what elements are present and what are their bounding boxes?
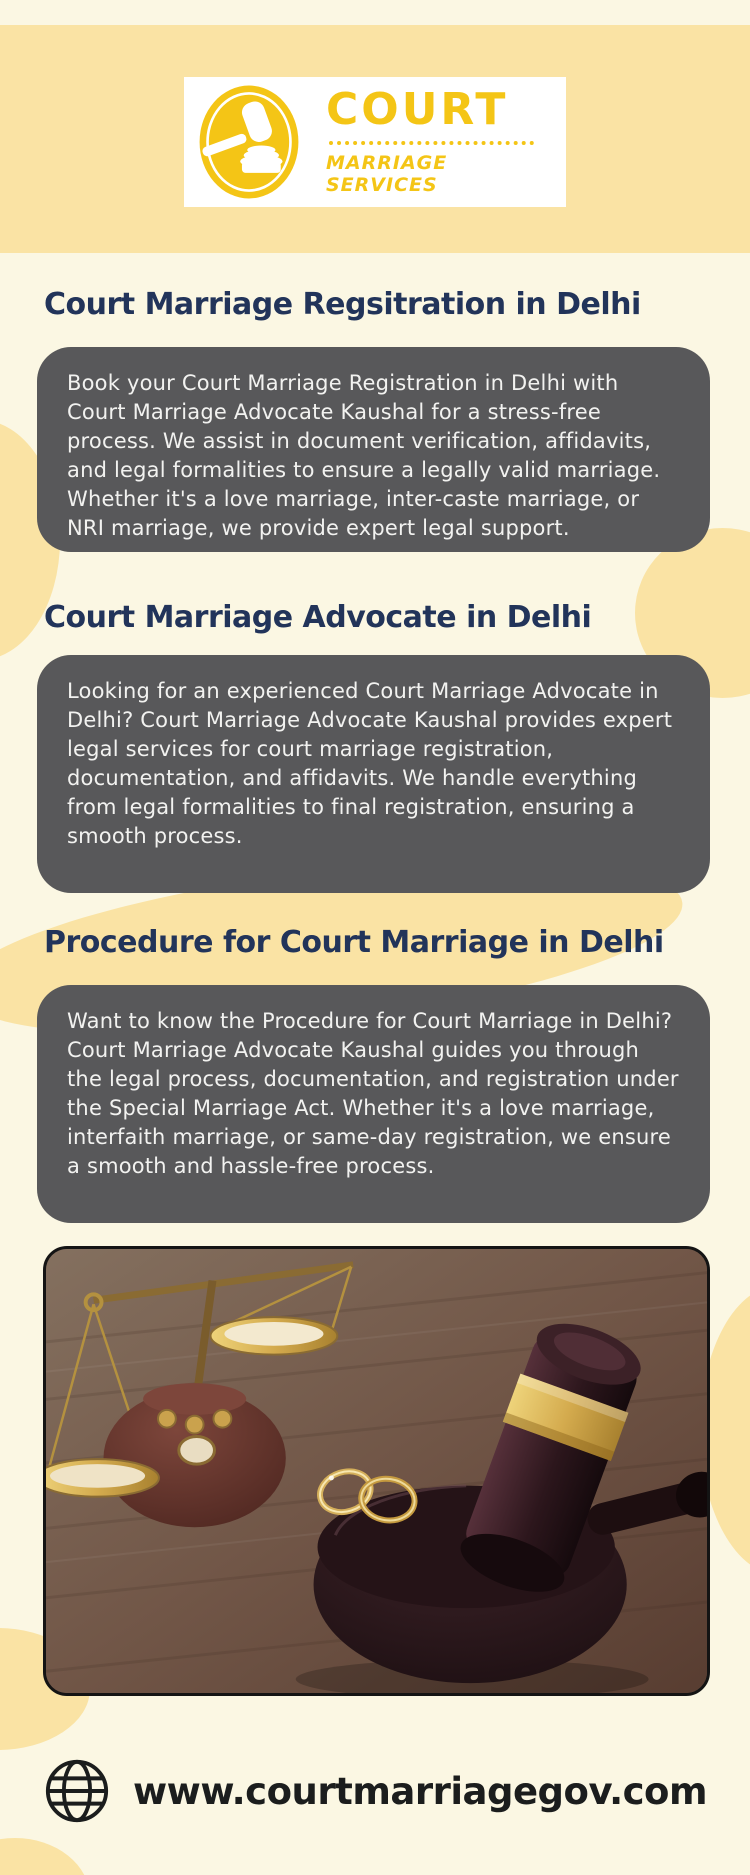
section-heading-registration: Court Marriage Regsitration in Delhi xyxy=(44,287,641,322)
section-body-advocate: Looking for an experienced Court Marriage Advocate in Delhi? Court Marriage Advocate Kaushal provides expert legal services for court marriage registration, documentation, and affidavits. We handle everything from legal formalities to final registration, ensuring a smooth process. xyxy=(67,679,673,848)
decor-blob-corner xyxy=(0,1838,90,1875)
section-body-procedure: Want to know the Procedure for Court Marriage in Delhi? Court Marriage Advocate Kaushal guides you through the legal process, documentation, and registration under the Special Marriage Act. Whether it's a love marriage, interfaith marriage, or same-day registration, we ensure a smooth and hassle-free process. xyxy=(67,1009,679,1178)
footer xyxy=(0,1757,750,1825)
section-card-registration xyxy=(37,347,710,552)
section-heading-advocate: Court Marriage Advocate in Delhi xyxy=(44,600,592,635)
gavel-icon xyxy=(196,82,302,202)
section-card-advocate xyxy=(37,655,710,893)
logo xyxy=(184,77,566,207)
legal-photo-illustration xyxy=(46,1249,707,1693)
website-url: www.courtmarriagegov.com xyxy=(132,1769,708,1813)
section-card-procedure xyxy=(37,985,710,1223)
legal-photo xyxy=(43,1246,710,1696)
header-banner xyxy=(0,25,750,253)
main-content xyxy=(0,253,750,1696)
logo-text xyxy=(326,84,566,196)
logo-title: COURT xyxy=(326,84,509,135)
section-heading-procedure: Procedure for Court Marriage in Delhi xyxy=(44,925,664,960)
globe-icon xyxy=(43,1757,111,1825)
logo-dotted-divider xyxy=(329,141,534,145)
logo-subtitle: MARRIAGE SERVICES xyxy=(326,152,448,196)
section-body-registration: Book your Court Marriage Registration in Delhi with Court Marriage Advocate Kaushal for a stress-free process. We assist in document verification, affidavits, and legal formalities to ensure a legally valid marriage. Whether it's a love marriage, inter-caste marriage, or NRI marriage, we provide expert legal support. xyxy=(67,371,661,540)
